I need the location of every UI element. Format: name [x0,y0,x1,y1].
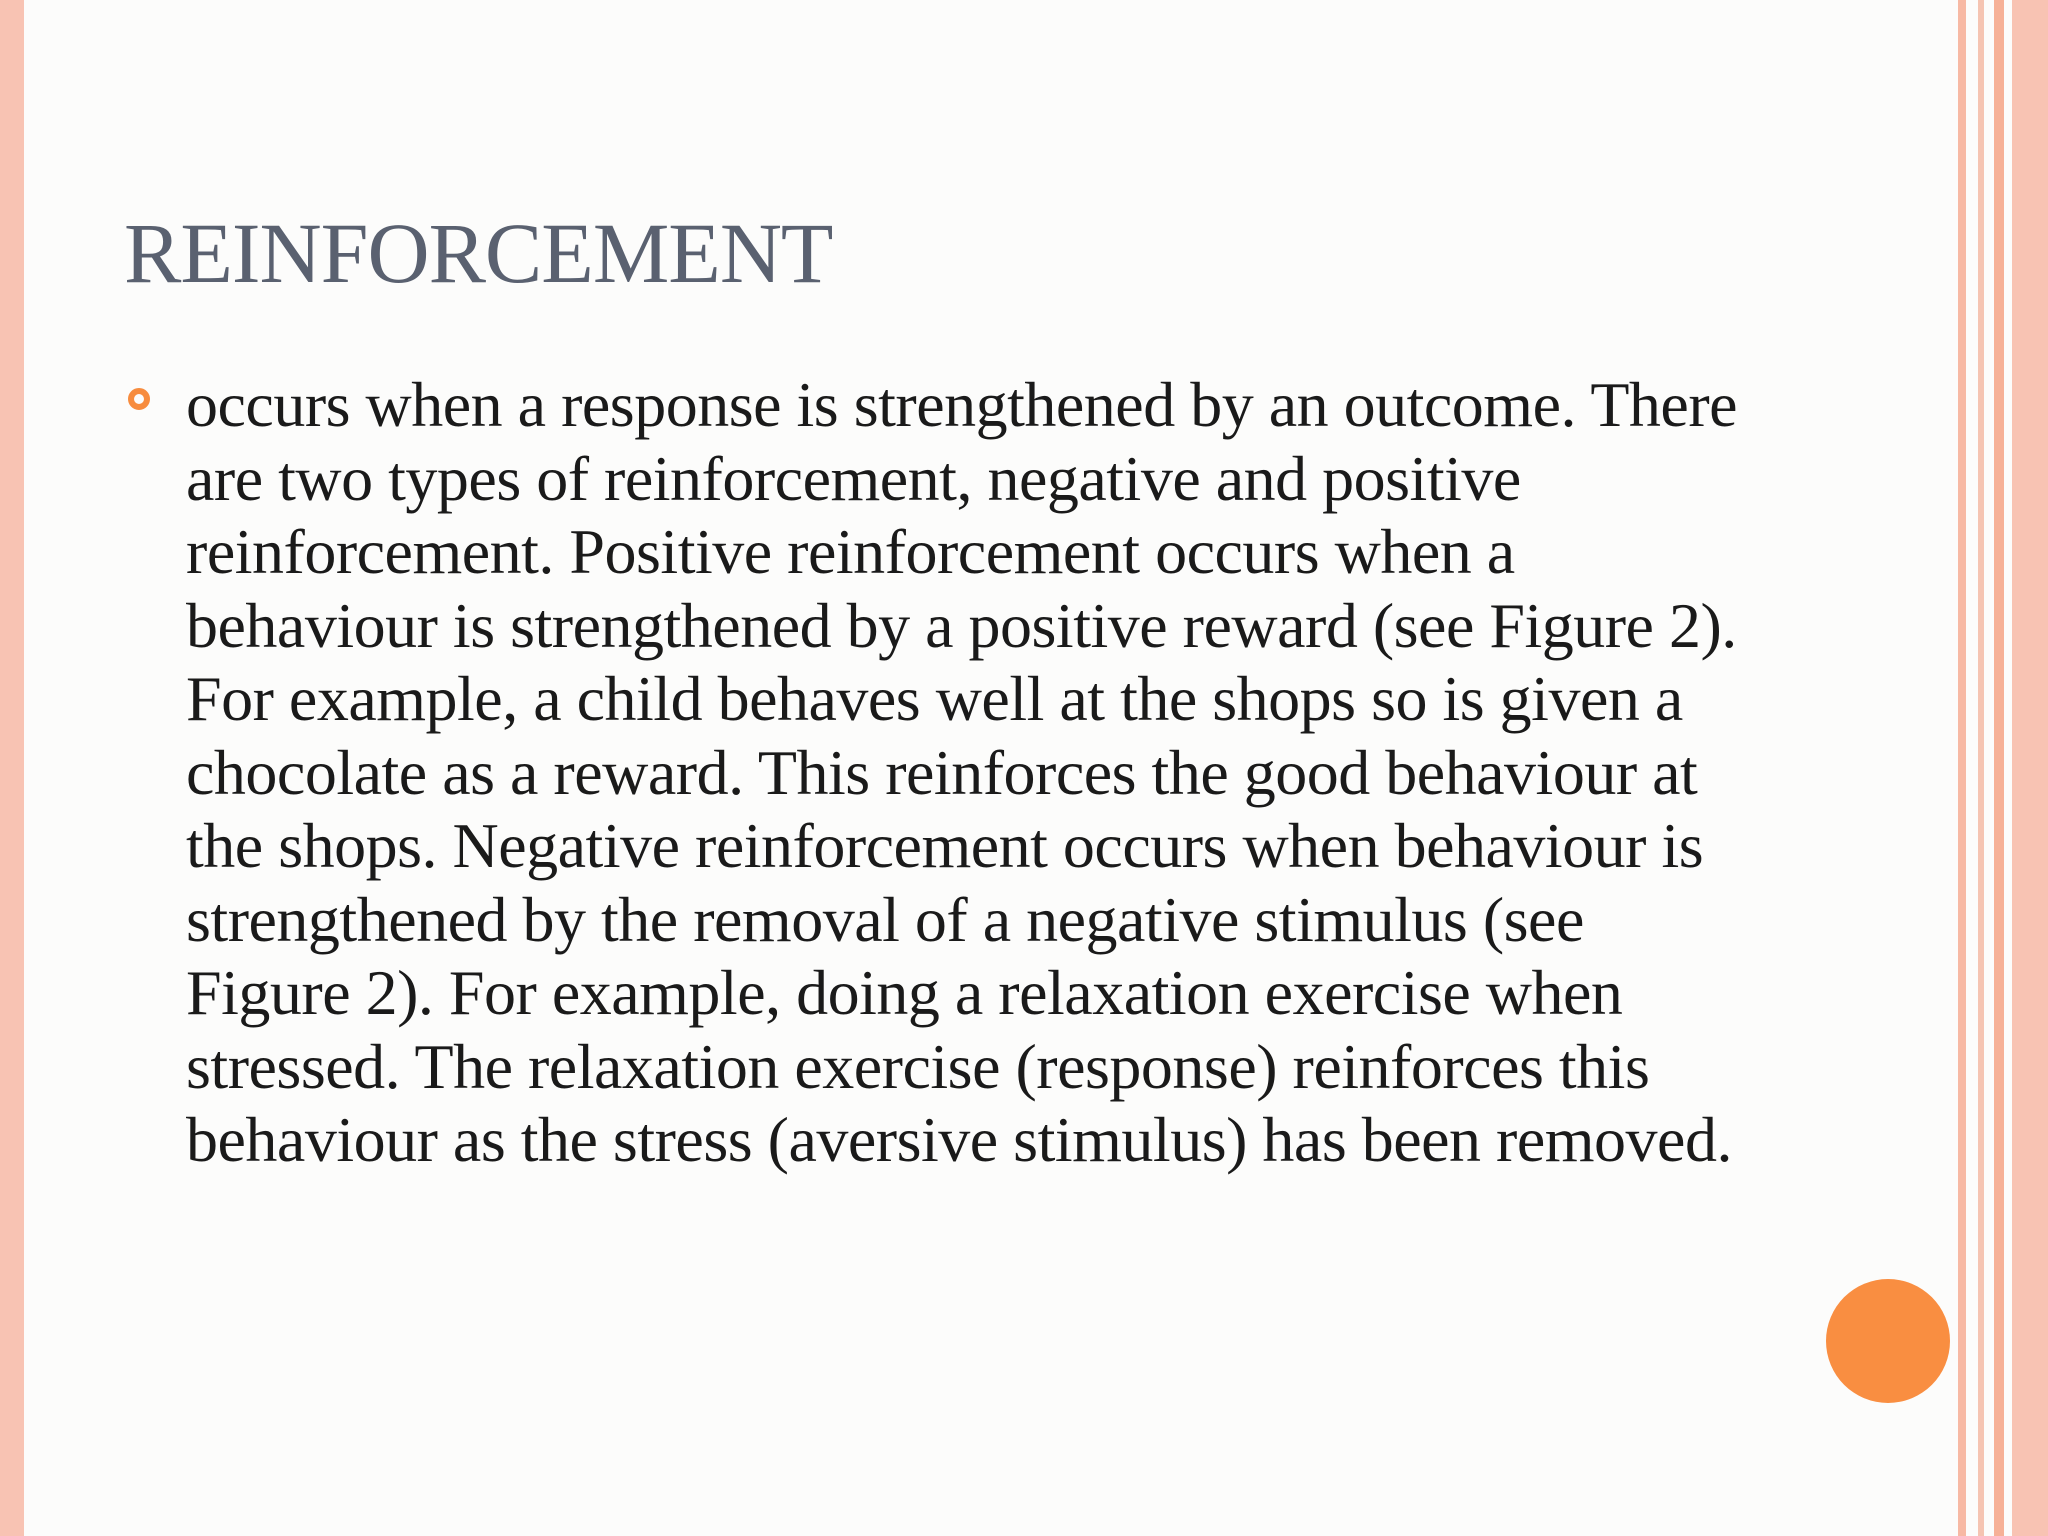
slide-title: REINFORCEMENT [124,205,833,301]
orange-circle-decoration-icon [1826,1279,1950,1403]
right-stripe-gap [2004,0,2012,1536]
right-stripe-gap [1968,0,1978,1536]
right-stripe [1994,0,2004,1536]
right-stripe [1958,0,1966,1536]
hollow-circle-bullet-icon [128,388,150,410]
right-border-strip [2012,0,2048,1536]
bullet-text: occurs when a response is strengthened by an outcome. There are two types of reinforcement, negative and positive reinforcement. Positive reinforcement occurs when a behaviour is strengthened by a positive reward (see Figure 2). For example, a child behaves well at the shops so is given a chocolate as a reward. This reinforces the good behaviour at the shops. Negative reinforcement occurs when behaviour is strengthened by the removal of a negative stimulus (see Figure 2). For example, doing a relaxation exercise when stressed. The relaxation exercise (response) reinforces this behaviour as the stress (aversive stimulus) has been removed. [186,369,1738,1175]
left-border-strip [0,0,24,1536]
right-stripe-gap [1984,0,1994,1536]
bullet-item [124,368,1744,1177]
